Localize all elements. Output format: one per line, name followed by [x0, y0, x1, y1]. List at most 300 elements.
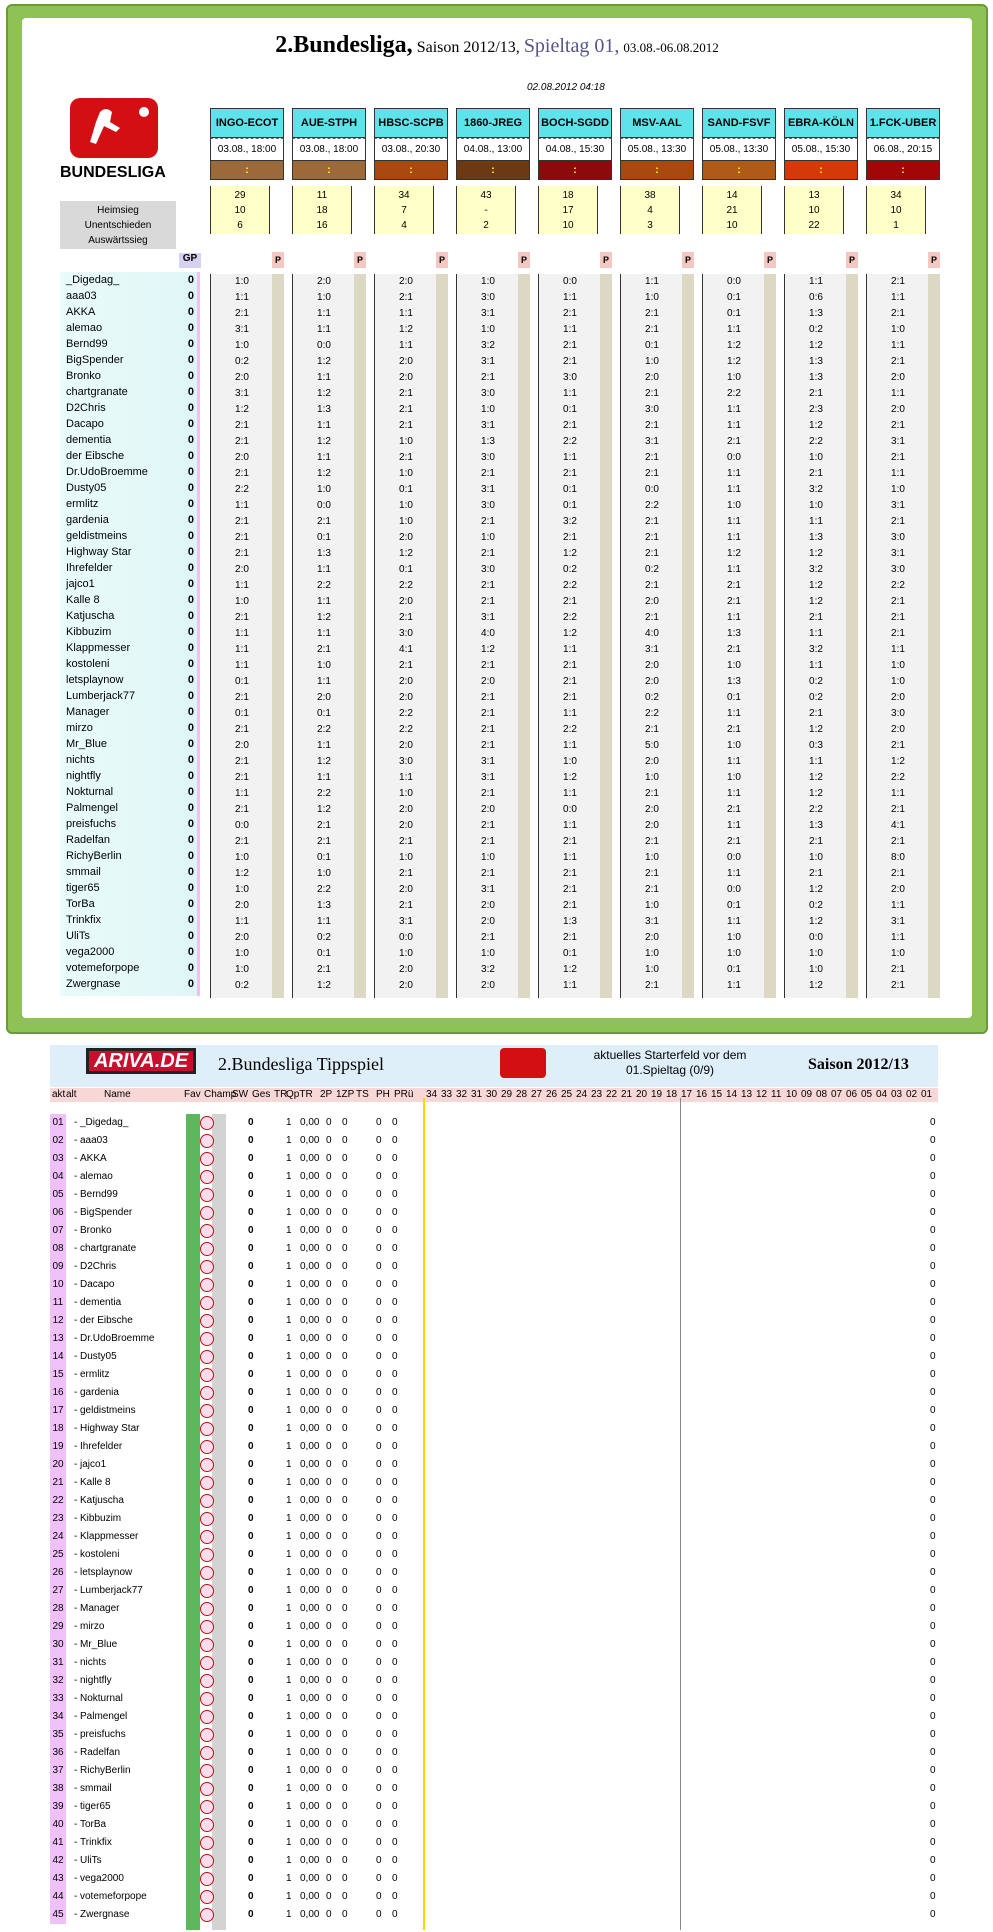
- tip-cell: 2:1: [481, 708, 495, 719]
- tip-cell: 2:1: [645, 548, 659, 559]
- tip-cell: 1:2: [317, 356, 331, 367]
- rank-current: 25: [50, 1546, 66, 1564]
- one-zero-point-count: 0: [342, 1225, 348, 1236]
- rank-previous: -: [74, 1729, 78, 1740]
- points-column: [518, 274, 530, 998]
- tip-cell: 2:2: [563, 724, 577, 735]
- match-column: [292, 108, 366, 991]
- standings-row: [50, 1330, 938, 1348]
- tip-cell: 0:1: [235, 708, 249, 719]
- player-gp: 0: [187, 498, 194, 510]
- player-name: D2Chris: [66, 402, 106, 414]
- player-row: [60, 368, 197, 384]
- player-name: smmail: [80, 1783, 112, 1794]
- match-teams[interactable]: INGO-ECOT: [210, 108, 284, 138]
- one-zero-point-count: 0: [342, 1891, 348, 1902]
- two-point-count: 0: [326, 1837, 332, 1848]
- tip-cell: 1:1: [727, 324, 741, 335]
- total-points: 0: [248, 1765, 254, 1776]
- match-teams[interactable]: EBRA-KÖLN: [784, 108, 858, 138]
- player-gp: 0: [187, 898, 194, 910]
- matchday-01-points: 0: [930, 1297, 936, 1308]
- matchday-01-points: 0: [930, 1891, 936, 1902]
- quota-per-round: 0,00: [300, 1135, 320, 1146]
- player-name: BigSpender: [66, 354, 124, 366]
- player-name: Highway Star: [80, 1423, 140, 1434]
- match-teams[interactable]: 1860-JREG: [456, 108, 530, 138]
- tip-cell: 2:2: [891, 772, 905, 783]
- tip-cell: 1:2: [317, 756, 331, 767]
- tip-cell: 1:2: [809, 980, 823, 991]
- tip-cell: 1:1: [891, 644, 905, 655]
- match-stats: [210, 186, 270, 234]
- points-column: [354, 274, 366, 998]
- tip-cell: 2:1: [645, 868, 659, 879]
- tip-cell: 1:0: [235, 596, 249, 607]
- favorite-club-icon: [200, 1260, 214, 1274]
- column-header: 12: [756, 1089, 768, 1100]
- total-points: 0: [248, 1891, 254, 1902]
- tip-cell: 1:1: [317, 372, 331, 383]
- tip-cell: 1:0: [235, 340, 249, 351]
- column-header: 19: [651, 1089, 663, 1100]
- pruefung-points: 0: [392, 1891, 398, 1902]
- match-column: [702, 108, 776, 991]
- tip-cell: 1:1: [727, 612, 741, 623]
- half-season-points: 0: [376, 1909, 382, 1920]
- tip-cell: 2:1: [563, 340, 577, 351]
- tip-cell: 3:0: [563, 372, 577, 383]
- tip-cell: 1:1: [235, 788, 249, 799]
- two-point-count: 0: [326, 1639, 332, 1650]
- tip-cell: 3:2: [481, 964, 495, 975]
- total-points: 0: [248, 1495, 254, 1506]
- player-name: Bernd99: [80, 1189, 118, 1200]
- tip-cell: 1:1: [235, 644, 249, 655]
- match-teams[interactable]: HBSC-SCPB: [374, 108, 448, 138]
- one-zero-point-count: 0: [342, 1441, 348, 1452]
- matchday-01-points: 0: [930, 1909, 936, 1920]
- pruefung-points: 0: [392, 1675, 398, 1686]
- two-point-count: 0: [326, 1441, 332, 1452]
- tip-rounds: 1: [286, 1423, 292, 1434]
- tip-cell: 2:0: [399, 884, 413, 895]
- match-column: [374, 108, 448, 991]
- player-gp: 0: [187, 946, 194, 958]
- total-points: 0: [248, 1711, 254, 1722]
- half-season-points: 0: [376, 1369, 382, 1380]
- tip-cell: 1:3: [809, 356, 823, 367]
- pruefung-points: 0: [392, 1369, 398, 1380]
- player-name: alemao: [66, 322, 103, 334]
- tip-cell: 2:0: [891, 724, 905, 735]
- favorite-club-icon: [200, 1638, 214, 1652]
- match-stats: [784, 186, 844, 234]
- tip-cell: 1:2: [399, 548, 413, 559]
- half-season-points: 0: [376, 1639, 382, 1650]
- bundesliga-logo-text: BUNDESLIGA: [60, 164, 166, 181]
- matchday-01-points: 0: [930, 1873, 936, 1884]
- column-header: 22: [606, 1089, 618, 1100]
- tip-cell: 0:1: [317, 708, 331, 719]
- tip-cell: 1:0: [809, 852, 823, 863]
- quota-per-round: 0,00: [300, 1765, 320, 1776]
- rank-current: 32: [50, 1672, 66, 1690]
- tip-cell: 2:1: [317, 964, 331, 975]
- tip-cell: 3:2: [809, 484, 823, 495]
- tip-cell: 1:1: [891, 340, 905, 351]
- quota-per-round: 0,00: [300, 1909, 320, 1920]
- player-row: [60, 816, 197, 832]
- total-points: 0: [248, 1351, 254, 1362]
- points-column: [272, 274, 284, 998]
- column-header: PH: [376, 1089, 390, 1100]
- tip-cell: 1:1: [317, 740, 331, 751]
- rank-current: 01: [50, 1114, 66, 1132]
- rank-previous: -: [74, 1171, 78, 1182]
- column-header: 20: [636, 1089, 648, 1100]
- tip-rounds: 1: [286, 1711, 292, 1722]
- tip-cell: 1:1: [645, 276, 659, 287]
- tip-cell: 2:0: [399, 804, 413, 815]
- tip-cell: 2:0: [481, 676, 495, 687]
- column-header: TR: [274, 1089, 288, 1100]
- two-point-count: 0: [326, 1369, 332, 1380]
- one-zero-point-count: 0: [342, 1153, 348, 1164]
- tip-cell: 2:2: [399, 724, 413, 735]
- matchday-01-points: 0: [930, 1603, 936, 1614]
- player-name: AKKA: [80, 1153, 107, 1164]
- two-point-count: 0: [326, 1711, 332, 1722]
- total-points: 0: [248, 1207, 254, 1218]
- tip-cell: 1:2: [809, 596, 823, 607]
- total-points: 0: [248, 1837, 254, 1848]
- favorite-club-icon: [200, 1368, 214, 1382]
- matchday-01-points: 0: [930, 1117, 936, 1128]
- tip-cell: 0:1: [563, 500, 577, 511]
- tip-cell: 1:2: [317, 804, 331, 815]
- tip-cell: 2:1: [317, 820, 331, 831]
- tip-rounds: 1: [286, 1243, 292, 1254]
- tip-cell: 1:0: [891, 324, 905, 335]
- matchday-01-points: 0: [930, 1459, 936, 1470]
- match-stat-value: 43: [480, 190, 492, 201]
- tip-cell: 2:0: [645, 820, 659, 831]
- two-point-count: 0: [326, 1531, 332, 1542]
- player-name: der Eibsche: [80, 1315, 133, 1326]
- total-points: 0: [248, 1549, 254, 1560]
- player-gp: 0: [187, 562, 194, 574]
- quota-per-round: 0,00: [300, 1567, 320, 1578]
- player-name: Manager: [66, 706, 110, 718]
- player-row: [60, 592, 197, 608]
- player-name: votemeforpope: [66, 962, 140, 974]
- tip-rounds: 1: [286, 1207, 292, 1218]
- quota-per-round: 0,00: [300, 1189, 320, 1200]
- player-name: Kalle 8: [66, 594, 100, 606]
- match-teams[interactable]: AUE-STPH: [292, 108, 366, 138]
- player-row: [60, 528, 197, 544]
- tip-cell: 1:1: [809, 660, 823, 671]
- match-teams[interactable]: 1.FCK-UBER: [866, 108, 940, 138]
- tip-cell: 2:1: [645, 388, 659, 399]
- tip-rounds: 1: [286, 1441, 292, 1452]
- tip-rounds: 1: [286, 1639, 292, 1650]
- player-row: [60, 352, 197, 368]
- column-header: 04: [876, 1089, 888, 1100]
- column-header: 21: [621, 1089, 633, 1100]
- tip-cell: 2:1: [727, 804, 741, 815]
- rank-previous: -: [74, 1639, 78, 1650]
- rank-current: 05: [50, 1186, 66, 1204]
- one-zero-point-count: 0: [342, 1477, 348, 1488]
- pruefung-points: 0: [392, 1441, 398, 1452]
- tip-rounds: 1: [286, 1477, 292, 1488]
- tip-cell: 2:1: [645, 468, 659, 479]
- column-header: 01: [921, 1089, 933, 1100]
- tip-cell: 2:1: [235, 548, 249, 559]
- rank-previous: -: [74, 1549, 78, 1560]
- favorite-club-icon: [200, 1116, 214, 1130]
- total-points: 0: [248, 1459, 254, 1470]
- column-header: 18: [666, 1089, 678, 1100]
- player-row: [60, 896, 197, 912]
- tip-cell: 2:1: [563, 900, 577, 911]
- tip-cell: 1:1: [399, 772, 413, 783]
- tips-column: [866, 274, 940, 998]
- standings-row: [50, 1474, 938, 1492]
- tip-cell: 2:2: [317, 884, 331, 895]
- player-row: [60, 832, 197, 848]
- player-name: AKKA: [66, 306, 96, 318]
- two-point-count: 0: [326, 1675, 332, 1686]
- tip-cell: 2:1: [727, 596, 741, 607]
- tip-cell: 2:0: [891, 372, 905, 383]
- tip-cell: 2:0: [317, 692, 331, 703]
- two-point-count: 0: [326, 1801, 332, 1812]
- player-row: [60, 656, 197, 672]
- tip-cell: 2:1: [563, 692, 577, 703]
- match-teams[interactable]: BOCH-SGDD: [538, 108, 612, 138]
- match-stat-value: 2: [483, 220, 489, 231]
- rank-current: 29: [50, 1618, 66, 1636]
- tip-cell: 1:0: [563, 756, 577, 767]
- one-zero-point-count: 0: [342, 1459, 348, 1470]
- tip-cell: 1:3: [727, 628, 741, 639]
- tip-rounds: 1: [286, 1333, 292, 1344]
- tip-cell: 1:3: [317, 900, 331, 911]
- player-row: [60, 336, 197, 352]
- rank-previous: -: [74, 1441, 78, 1452]
- standings-row: [50, 1384, 938, 1402]
- match-teams[interactable]: MSV-AAL: [620, 108, 694, 138]
- match-stat-value: 34: [890, 190, 902, 201]
- tip-cell: 0:1: [563, 484, 577, 495]
- tip-cell: 1:1: [891, 292, 905, 303]
- tip-rounds: 1: [286, 1225, 292, 1236]
- tip-cell: 5:0: [645, 740, 659, 751]
- matchday-01-points: 0: [930, 1495, 936, 1506]
- tip-cell: 1:3: [809, 372, 823, 383]
- half-season-points: 0: [376, 1513, 382, 1524]
- tip-cell: 2:1: [563, 468, 577, 479]
- tip-cell: 1:2: [317, 388, 331, 399]
- tip-cell: 1:0: [727, 932, 741, 943]
- tip-cell: 2:0: [399, 596, 413, 607]
- tip-cell: 2:1: [809, 836, 823, 847]
- tip-cell: 0:0: [317, 340, 331, 351]
- player-gp: 0: [187, 770, 194, 782]
- total-points: 0: [248, 1675, 254, 1686]
- one-zero-point-count: 0: [342, 1837, 348, 1848]
- player-name: alemao: [80, 1171, 113, 1182]
- tip-cell: 2:0: [399, 692, 413, 703]
- total-points: 0: [248, 1477, 254, 1488]
- tip-cell: 1:0: [399, 852, 413, 863]
- pruefung-points: 0: [392, 1153, 398, 1164]
- tip-cell: 2:1: [645, 612, 659, 623]
- player-row: [60, 304, 197, 320]
- points-column: [600, 274, 612, 998]
- tip-cell: 1:3: [727, 676, 741, 687]
- half-season-points: 0: [376, 1855, 382, 1866]
- standings-row: [50, 1258, 938, 1276]
- two-point-count: 0: [326, 1333, 332, 1344]
- rank-current: 16: [50, 1384, 66, 1402]
- match-stat-value: 10: [726, 220, 738, 231]
- favorite-club-icon: [200, 1602, 214, 1616]
- column-header: 16: [696, 1089, 708, 1100]
- column-header: Fav: [184, 1089, 201, 1100]
- tip-cell: 3:1: [481, 420, 495, 431]
- stat-label-draw: Unentschieden: [84, 220, 152, 231]
- rank-previous: -: [74, 1531, 78, 1542]
- match-stat-value: 14: [726, 190, 738, 201]
- column-header: 30: [486, 1089, 498, 1100]
- two-point-count: 0: [326, 1261, 332, 1272]
- match-stat-value: 13: [808, 190, 820, 201]
- player-name: dementia: [80, 1297, 122, 1308]
- half-season-points: 0: [376, 1693, 382, 1704]
- tip-cell: 1:1: [727, 756, 741, 767]
- rank-current: 23: [50, 1510, 66, 1528]
- match-teams[interactable]: SAND-FSVF: [702, 108, 776, 138]
- two-point-count: 0: [326, 1189, 332, 1200]
- matchday-01-points: 0: [930, 1729, 936, 1740]
- quota-per-round: 0,00: [300, 1873, 320, 1884]
- tip-cell: 2:1: [809, 612, 823, 623]
- points-column: [436, 274, 448, 998]
- standings-row: [50, 1726, 938, 1744]
- player-name: Nokturnal: [80, 1693, 123, 1704]
- player-gp: 0: [187, 914, 194, 926]
- tip-cell: 2:1: [481, 740, 495, 751]
- column-header: 02: [906, 1089, 918, 1100]
- match-date: 06.08., 20:15: [866, 138, 940, 160]
- favorite-club-icon: [200, 1710, 214, 1724]
- standings-row: [50, 1132, 938, 1150]
- tip-cell: 1:1: [563, 644, 577, 655]
- player-name: TorBa: [66, 898, 95, 910]
- tip-cell: 2:1: [235, 724, 249, 735]
- tip-cell: 3:1: [481, 308, 495, 319]
- quota-per-round: 0,00: [300, 1657, 320, 1668]
- tip-cell: 2:1: [481, 724, 495, 735]
- column-header: Ges: [252, 1089, 271, 1100]
- points-column: [764, 274, 776, 998]
- tip-cell: 2:1: [891, 420, 905, 431]
- bundesliga-logo: [60, 98, 164, 188]
- points-header: P: [436, 252, 448, 268]
- pruefung-points: 0: [392, 1297, 398, 1308]
- total-points: 0: [248, 1117, 254, 1128]
- pruefung-points: 0: [392, 1171, 398, 1182]
- tip-cell: 2:1: [317, 644, 331, 655]
- match-stats: [456, 186, 516, 234]
- tip-cell: 2:1: [235, 308, 249, 319]
- player-name: mirzo: [66, 722, 93, 734]
- quota-per-round: 0,00: [300, 1153, 320, 1164]
- tip-cell: 4:0: [481, 628, 495, 639]
- half-season-points: 0: [376, 1153, 382, 1164]
- tip-cell: 1:0: [235, 884, 249, 895]
- favorite-club-icon: [200, 1512, 214, 1526]
- player-row: [60, 320, 197, 336]
- match-date: 04.08., 13:00: [456, 138, 530, 160]
- favorite-club-icon: [200, 1728, 214, 1742]
- quota-per-round: 0,00: [300, 1423, 320, 1434]
- player-gp: 0: [187, 738, 194, 750]
- tip-rounds: 1: [286, 1873, 292, 1884]
- tip-cell: 2:0: [481, 900, 495, 911]
- column-header: 34: [426, 1089, 438, 1100]
- tip-cell: 1:1: [235, 580, 249, 591]
- tip-cell: 1:2: [235, 404, 249, 415]
- tip-cell: 2:1: [481, 932, 495, 943]
- tip-cell: 3:0: [481, 500, 495, 511]
- tip-cell: 0:6: [809, 292, 823, 303]
- player-name: Dacapo: [66, 418, 104, 430]
- total-points: 0: [248, 1279, 254, 1290]
- favorite-club-icon: [200, 1674, 214, 1688]
- tip-cell: 1:1: [563, 452, 577, 463]
- tip-cell: 1:3: [809, 532, 823, 543]
- total-points: 0: [248, 1243, 254, 1254]
- standings-row: [50, 1276, 938, 1294]
- tip-cell: 1:1: [727, 532, 741, 543]
- tip-cell: 4:1: [891, 820, 905, 831]
- tip-cell: 2:0: [235, 740, 249, 751]
- player-row: [60, 416, 197, 432]
- tip-cell: 2:2: [563, 436, 577, 447]
- standings-row: [50, 1546, 938, 1564]
- tip-cell: 2:1: [563, 660, 577, 671]
- player-gp: 0: [187, 338, 194, 350]
- tip-cell: 1:0: [727, 772, 741, 783]
- favorite-club-icon: [200, 1332, 214, 1346]
- one-zero-point-count: 0: [342, 1315, 348, 1326]
- tip-cell: 2:0: [399, 532, 413, 543]
- player-row: [60, 512, 197, 528]
- matchday-01-points: 0: [930, 1711, 936, 1722]
- tip-rounds: 1: [286, 1891, 292, 1902]
- tip-cell: 1:1: [563, 820, 577, 831]
- tip-rounds: 1: [286, 1531, 292, 1542]
- one-zero-point-count: 0: [342, 1909, 348, 1920]
- tip-cell: 2:1: [727, 724, 741, 735]
- two-point-count: 0: [326, 1207, 332, 1218]
- standings-row: [50, 1816, 938, 1834]
